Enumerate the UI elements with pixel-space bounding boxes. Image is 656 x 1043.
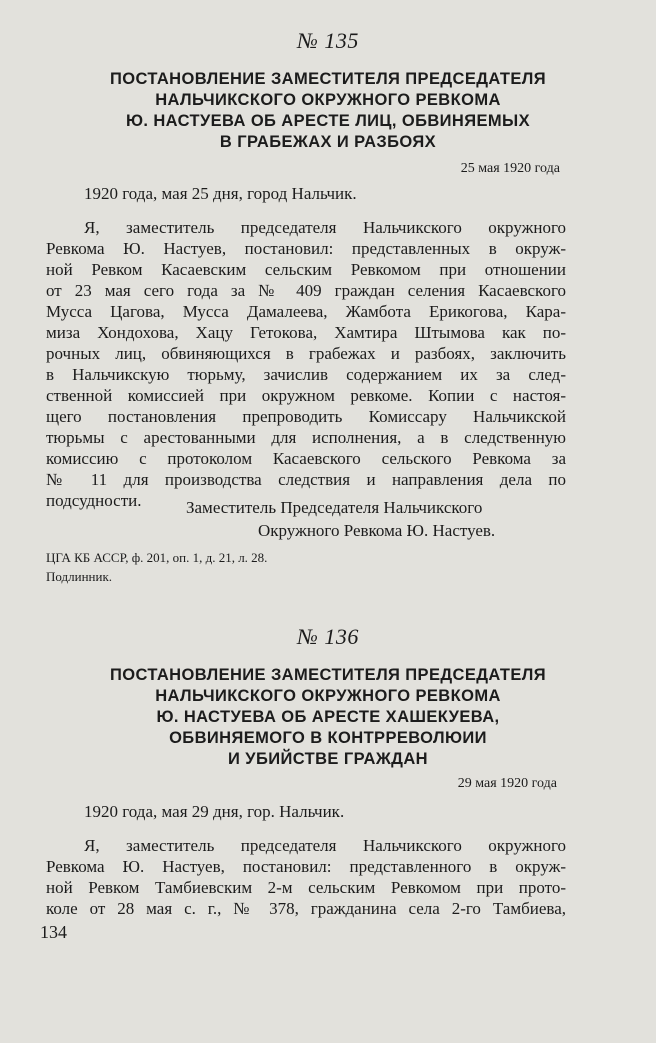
body-line: Ревкома Ю. Настуев, постановил: представленного в окруж- xyxy=(46,857,566,876)
body-line: коле от 28 мая с. г., № 378, гражданина села 2-го Тамбиева, xyxy=(46,899,566,918)
title-line: ОБВИНЯЕМОГО В КОНТРРЕВОЛЮИИ xyxy=(169,729,487,747)
title-line: НАЛЬЧИКСКОГО ОКРУЖНОГО РЕВКОМА xyxy=(155,91,501,109)
body-line: комиссию с протоколом Касаевского сельского Ревкома за xyxy=(46,449,566,468)
body-line: от 23 мая сего года за № 409 граждан селения Касаевского xyxy=(46,281,566,300)
document-number: № 135 xyxy=(297,28,359,53)
document-body xyxy=(46,217,566,511)
body-line: ной Ревком Тамбиевским 2-м сельским Ревкомом при прото- xyxy=(46,878,566,897)
place-date-line: 1920 года, мая 29 дня, гор. Нальчик. xyxy=(84,802,345,821)
page-number: 134 xyxy=(40,922,67,942)
document-title xyxy=(40,665,616,770)
title-line: Ю. НАСТУЕВА ОБ АРЕСТЕ ХАШЕКУЕВА, xyxy=(156,708,500,726)
document-date: 29 мая 1920 года xyxy=(457,776,557,791)
body-line: тюрьмы с арестованными для исполнения, а в следственную xyxy=(46,428,566,447)
body-line: подсудности. xyxy=(46,491,142,510)
title-line: НАЛЬЧИКСКОГО ОКРУЖНОГО РЕВКОМА xyxy=(155,687,501,705)
body-line: № 11 для производства следствия и направления дела по xyxy=(46,470,566,489)
body-line: Я, заместитель председателя Нальчикского окружного xyxy=(84,836,566,855)
body-line: ной Ревком Касаевским сельским Ревкомом при отношении xyxy=(46,260,566,279)
document-body xyxy=(46,835,566,919)
original-note: Подлинник. xyxy=(46,569,113,584)
signature-line: Окружного Ревкома Ю. Настуев. xyxy=(258,521,496,540)
body-line: рочных лиц, обвиняющихся в грабежах и разбоях, заключить xyxy=(46,344,566,363)
body-line: Мусса Цагова, Мусса Дамалеева, Жамбота Ерикогова, Кара- xyxy=(46,302,566,321)
body-line: миза Хондохова, Хацу Гетокова, Хамтира Штымова как по- xyxy=(46,323,566,342)
body-line: ственной комиссией при окружном ревкоме. Копии с настоя- xyxy=(46,386,566,405)
title-line: ПОСТАНОВЛЕНИЕ ЗАМЕСТИТЕЛЯ ПРЕДСЕДАТЕЛЯ xyxy=(109,70,547,88)
archive-reference: ЦГА КБ АССР, ф. 201, оп. 1, д. 21, л. 28. xyxy=(46,550,268,565)
body-line: щего постановления препроводить Комиссару Нальчикской xyxy=(46,407,566,426)
document-title xyxy=(40,69,616,153)
body-line: Ревкома Ю. Настуев, постановил: представленных в окруж- xyxy=(46,239,566,258)
title-line: ПОСТАНОВЛЕНИЕ ЗАМЕСТИТЕЛЯ ПРЕДСЕДАТЕЛЯ xyxy=(109,666,547,684)
title-line: И УБИЙСТВЕ ГРАЖДАН xyxy=(228,750,428,768)
place-date-line: 1920 года, мая 25 дня, город Нальчик. xyxy=(84,184,357,203)
title-line: В ГРАБЕЖАХ И РАЗБОЯХ xyxy=(219,133,437,151)
title-line: Ю. НАСТУЕВА ОБ АРЕСТЕ ЛИЦ, ОБВИНЯЕМЫХ xyxy=(125,112,531,130)
signature-line: Заместитель Председателя Нальчикского xyxy=(186,498,483,517)
body-line: в Нальчикскую тюрьму, зачислив содержанием их за след- xyxy=(46,365,566,384)
body-line: Я, заместитель председателя Нальчикского окружного xyxy=(84,218,566,237)
document-number: № 136 xyxy=(297,624,359,649)
document-date: 25 мая 1920 года xyxy=(460,161,560,176)
